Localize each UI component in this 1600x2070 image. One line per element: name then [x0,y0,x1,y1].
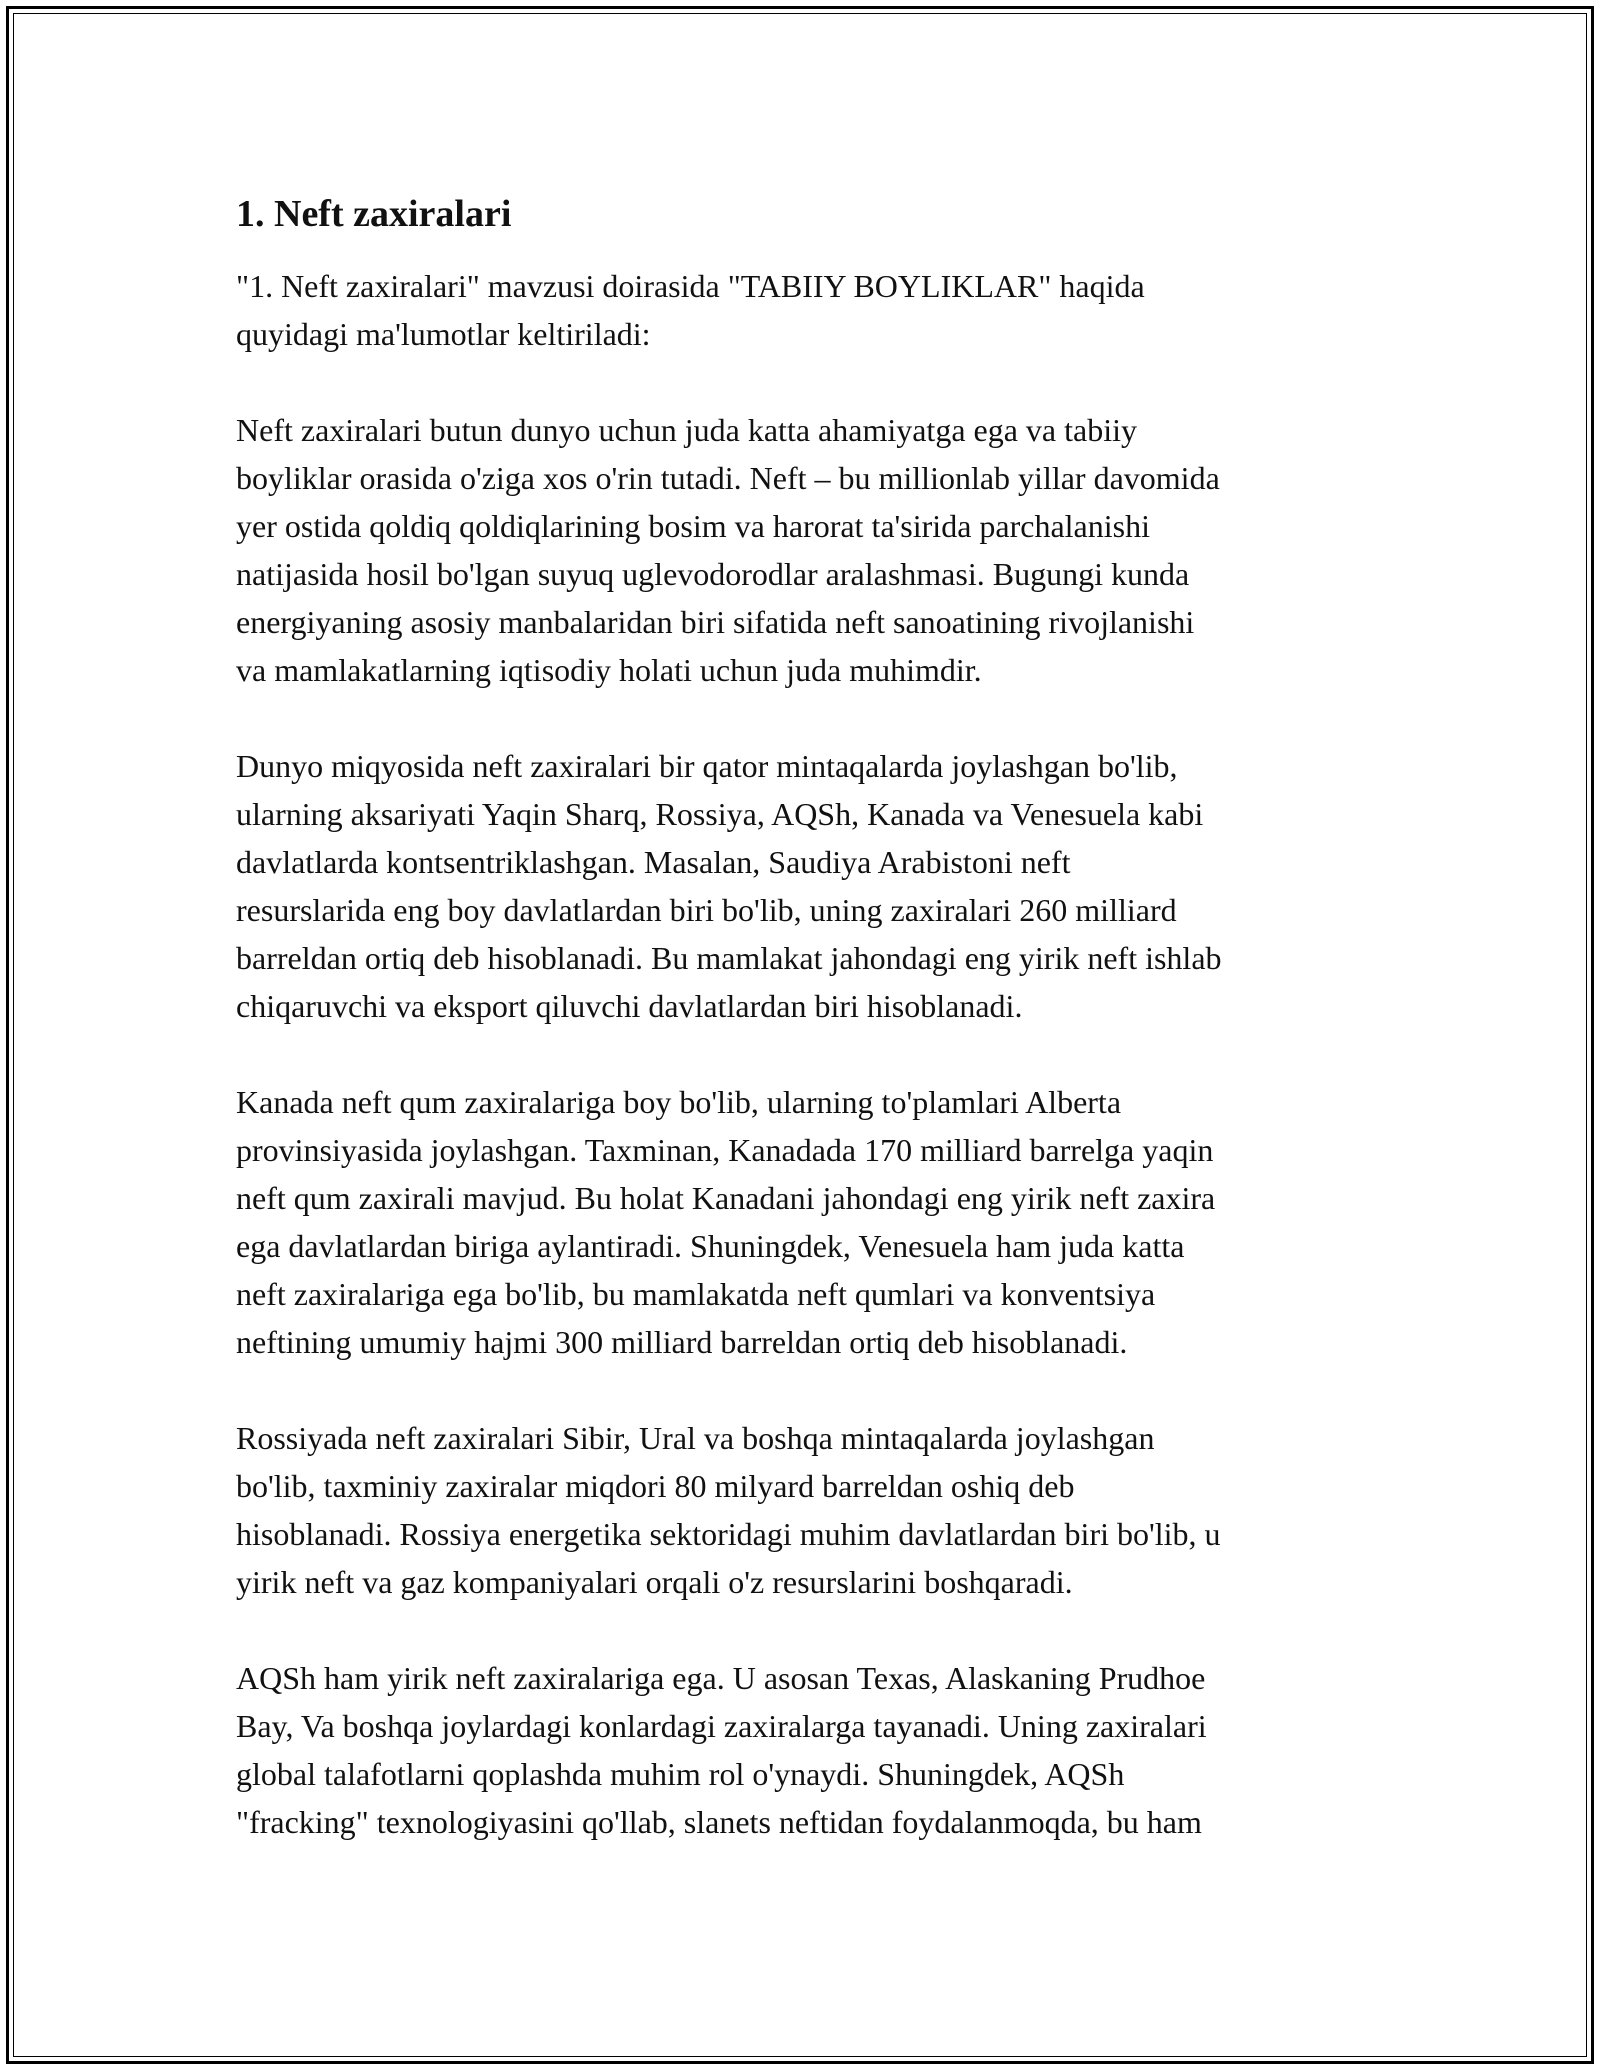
document-body [236,186,1370,1894]
paragraph-russia: Rossiyada neft zaxiralari Sibir, Ural va boshqa mintaqalarda joylashgan bo'lib, taxminiy zaxiralar miqdori 80 milyard barreldan oshiq deb hisoblanadi. Rossiya energetika sektoridagi muhim davlatlardan biri bo'lib, u yirik neft va gaz kompaniyalari orqali o'z resurslarini boshqaradi. [236,1420,1221,1600]
paragraph-canada-venezuela: Kanada neft qum zaxiralariga boy bo'lib, ularning to'plamlari Alberta provinsiyasida joylashgan. Taxminan, Kanadada 170 milliard barrelga yaqin neft qum zaxirali mavjud. Bu holat Kanadani jahondagi eng yirik neft zaxira ega davlatlardan biriga aylantiradi. Shuningdek, Venesuela ham juda katta neft zaxiralariga ega bo'lib, bu mamlakatda neft qumlari va konventsiya neftining umumiy hajmi 300 milliard barreldan ortiq deb hisoblanadi. [236,1084,1216,1360]
paragraph-world-reserves: Dunyo miqyosida neft zaxiralari bir qator mintaqalarda joylashgan bo'lib, ularning aksariyati Yaqin Sharq, Rossiya, AQSh, Kanada va Venesuela kabi davlatlarda kontsentriklashgan. Masalan, Saudiya Arabistoni neft resurslarida eng boy davlatlardan biri bo'lib, uning zaxiralari 260 milliard barreldan ortiq deb hisoblanadi. Bu mamlakat jahondagi eng yirik neft ishlab chiqaruvchi va eksport qiluvchi davlatlardan biri hisoblanadi. [236,748,1222,1024]
section-heading: 1. Neft zaxiralari [236,193,512,235]
paragraph-usa: AQSh ham yirik neft zaxiralariga ega. U asosan Texas, Alaskaning Prudhoe Bay, Va boshqa joylardagi konlardagi zaxiralarga tayanadi. Uning zaxiralari global talafotlarni qoplashda muhim rol o'ynaydi. Shuningdek, AQSh "fracking" texnologiyasini qo'llab, slanets neftidan foydalanmoqda, bu ham [236,1660,1207,1840]
paragraph-oil-overview: Neft zaxiralari butun dunyo uchun juda katta ahamiyatga ega va tabiiy boyliklar orasida o'ziga xos o'rin tutadi. Neft – bu millionlab yillar davomida yer ostida qoldiq qoldiqlarining bosim va harorat ta'sirida parchalanishi natijasida hosil bo'lgan suyuq uglevodorodlar aralashmasi. Bugungi kunda energiyaning asosiy manbalaridan biri sifatida neft sanoatining rivojlanishi va mamlakatlarning iqtisodiy holati uchun juda muhimdir. [236,412,1220,688]
intro-paragraph: "1. Neft zaxiralari" mavzusi doirasida "TABIIY BOYLIKLAR" haqida quyidagi ma'lumotlar keltiriladi: [236,268,1145,352]
